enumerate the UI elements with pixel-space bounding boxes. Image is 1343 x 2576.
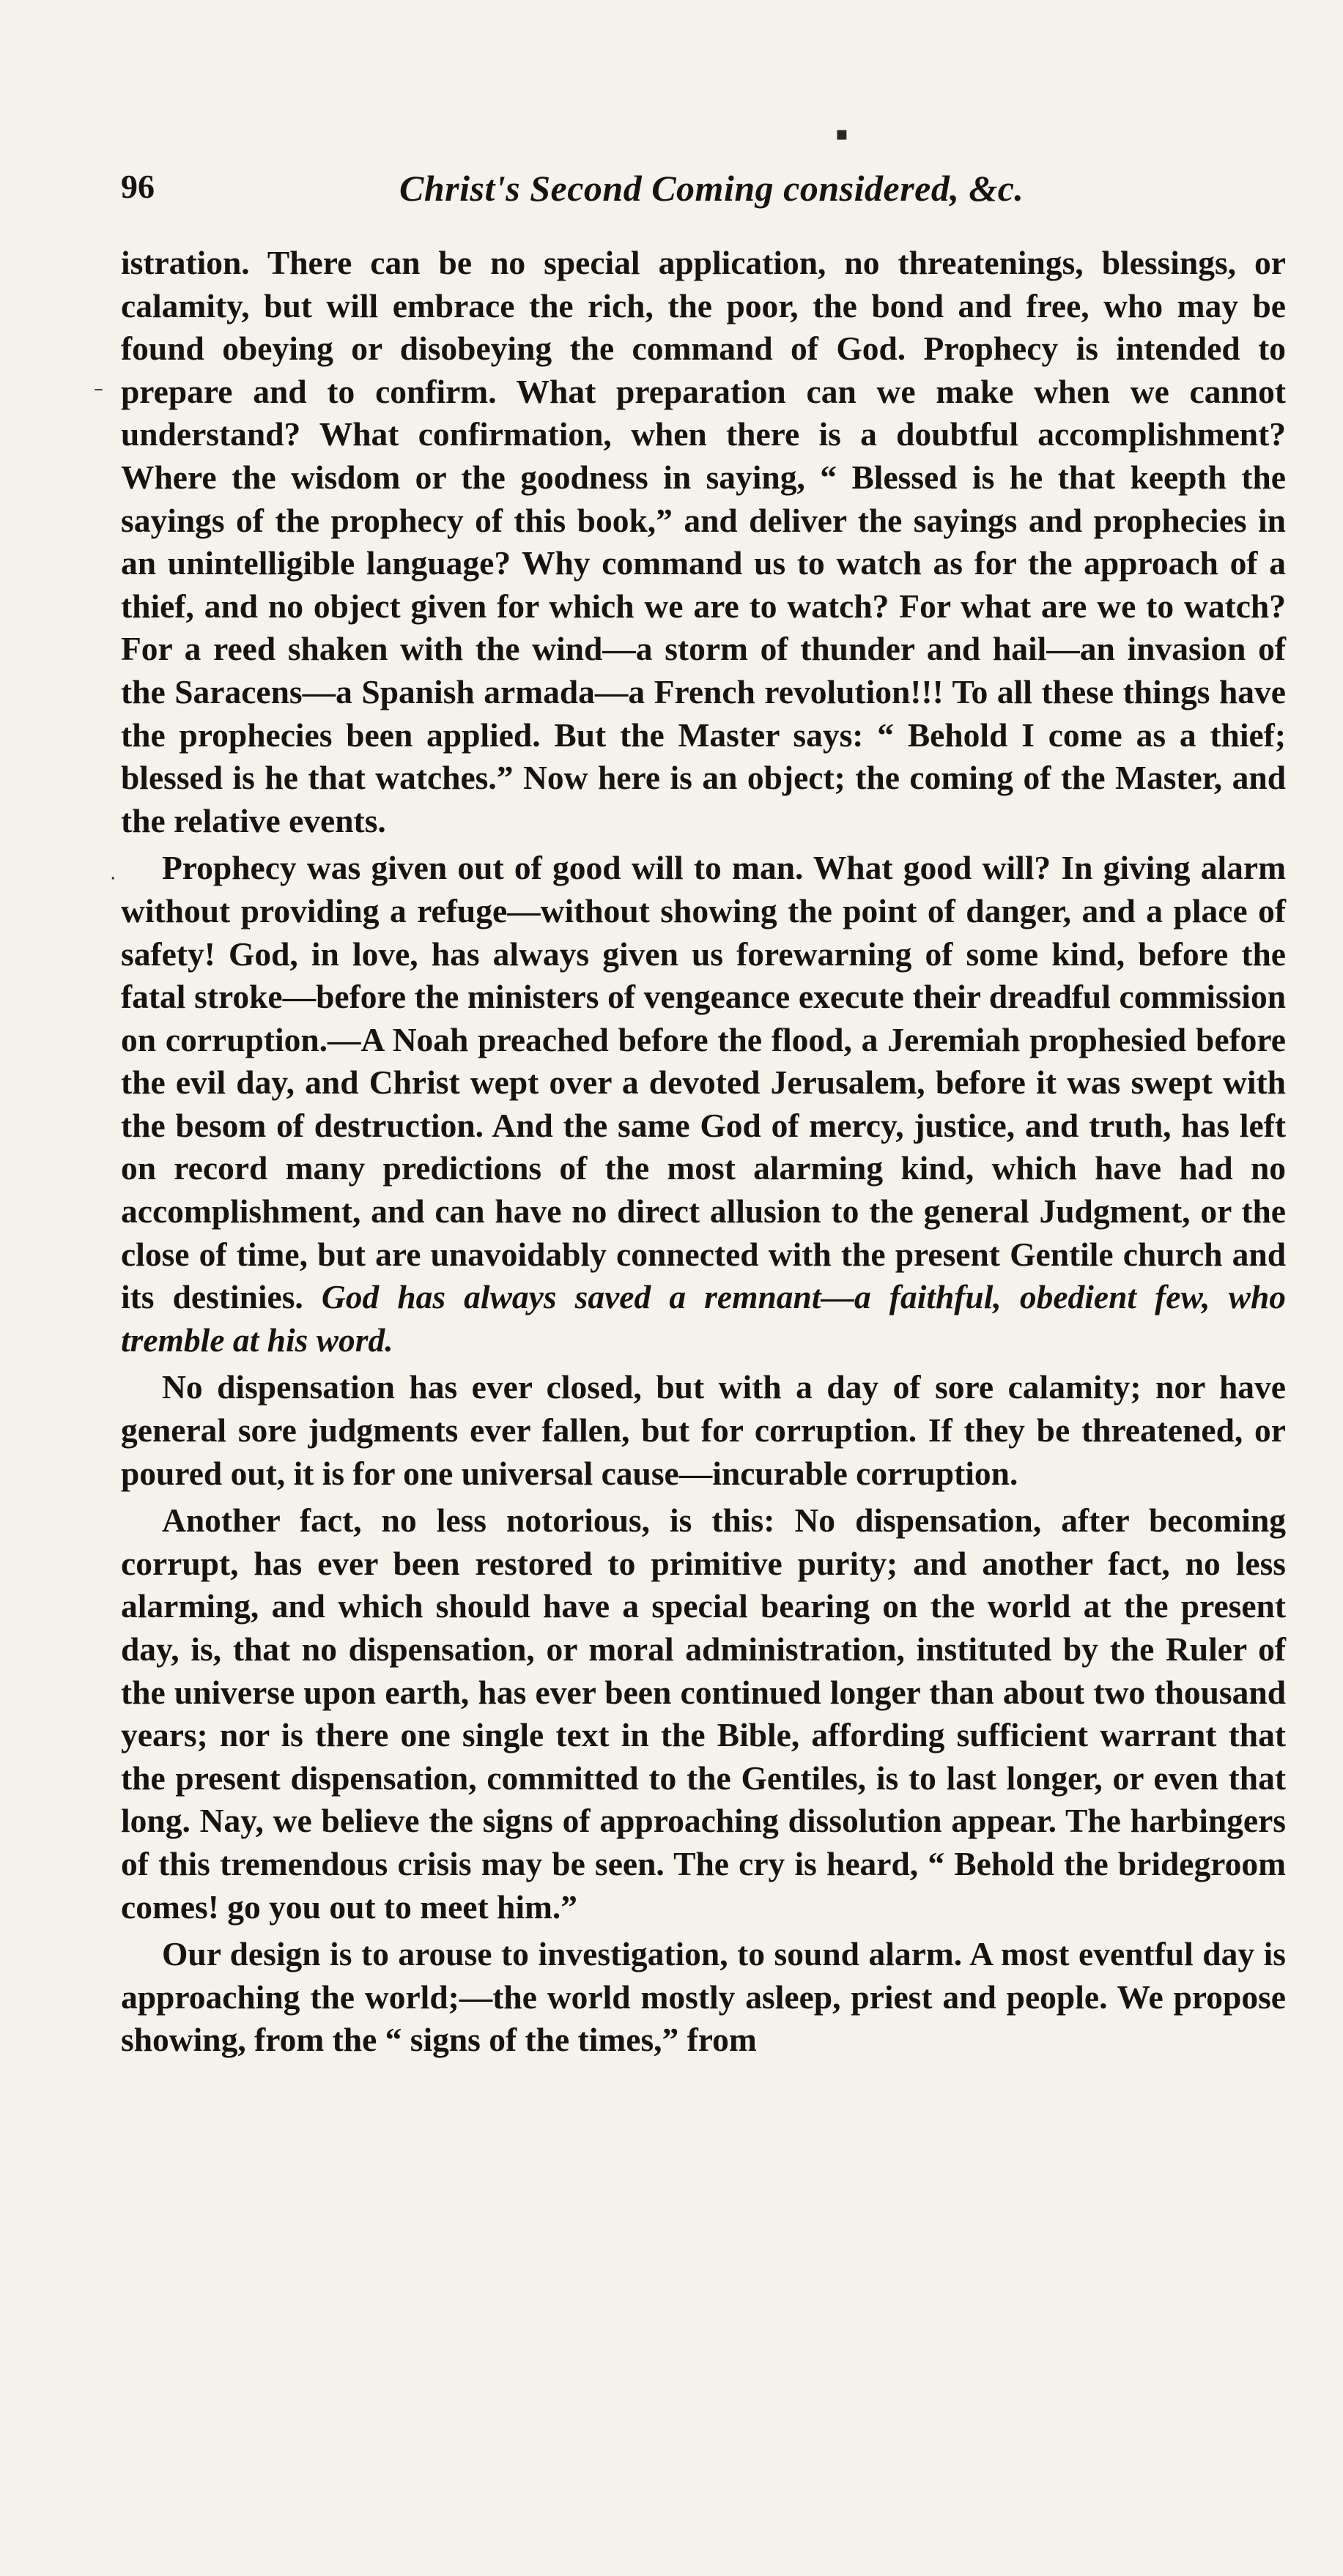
running-head [121, 167, 1286, 218]
margin-mark: · [110, 868, 116, 890]
paragraph-text: Prophecy was given out of good will to man. What good will? In giving alarm without providing a refuge—without showing the point of danger, and a place of safety! God, in love, has always given us forewarning of some kind, before the fatal stroke—before the ministers of vengeance execute their dreadful commission on corruption.—A Noah preached before the flood, a Jeremiah prophesied before the evil day, and Christ wept over a devoted Jerusalem, before it was swept with the besom of destruction. And the same God of mercy, justice, and truth, has left on record many predictions of the most alarming kind, which have had no accomplishment, and can have no direct allusion to the general Judgment, or the close of time, but are unavoidably connected with the present Gentile church and its destinies. [121, 849, 1286, 1316]
paragraph-continued: istration. There can be no special application, no threatenings, blessings, or calamity, but will embrace the rich, the poor, the bond and free, who may be found obeying or disobeying the command of God. Prophecy is intended to prepare and to confirm. What preparation can we make when we cannot understand? What confirmation, when there is a doubtful accomplishment? Where the wisdom or the goodness in saying, “ Blessed is he that keepth the sayings of the prophecy of this book,” and deliver the sayings and prophecies in an unintelligible language? Why command us to watch as for the approach of a thief, and no object given for which we are to watch? For what are we to watch? For a reed shaken with the wind—a storm of thunder and hail—an invasion of the Saracens—a Spanish armada—a French revolution!!! To all these things have the prophecies been applied. But the Master says: “ Behold I come as a thief; blessed is he that watches.” Now here is an object; the coming of the Master, and the relative events. [121, 244, 1286, 839]
paragraph [121, 847, 1286, 1362]
running-title: Christ's Second Coming considered, &c. [399, 168, 1024, 209]
emphasized-sentence: God has always saved a remnant—a faithful, obedient few, who tremble at his word. [121, 1278, 1287, 1359]
paragraph: Another fact, no less notorious, is this: No dispensation, after becoming corrupt, has ever been restored to primitive purity; and another fact, no less alarming, and which should have a special bearing on the world at the present day, is, that no dispensation, or moral administration, instituted by the Ruler of the universe upon earth, has ever been continued longer than about two thousand years; nor is there one single text in the Bible, affording sufficient warrant that the present dispensation, committed to the Gentiles, is to last longer, or even that long. Nay, we believe the signs of approaching dissolution appear. The harbingers of this tremendous crisis may be seen. The cry is heard, “ Behold the bridegroom comes! go you out to meet him.” [121, 1502, 1286, 1926]
paragraph: Our design is to arouse to investigation, to sound alarm. A most eventful day is approaching the world;—the world mostly asleep, priest and people. We propose showing, from the “ signs of the times,” from [121, 1935, 1286, 2059]
body-text [121, 242, 1286, 2066]
page-number: 96 [121, 168, 155, 205]
margin-mark: – [94, 378, 103, 400]
print-speck: ▪ [835, 123, 848, 145]
paragraph: No dispensation has ever closed, but with a day of sore calamity; nor have general sore judgments ever fallen, but for corruption. If they be threatened, or poured out, it is for one universal cause—incurable corruption. [121, 1368, 1286, 1492]
